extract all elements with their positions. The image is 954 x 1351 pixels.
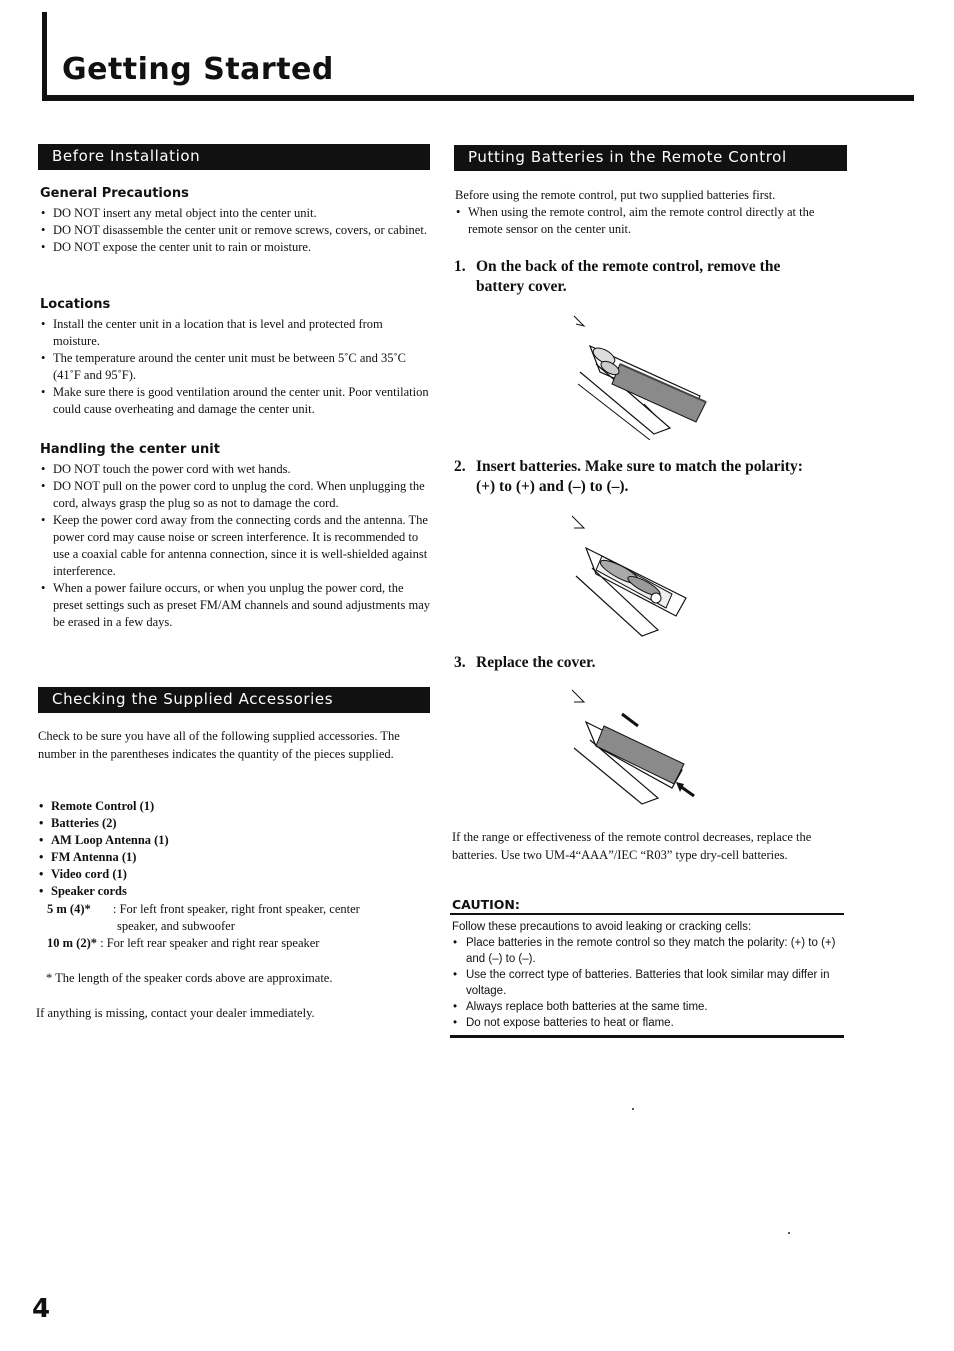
step-text-cont: (+) to (+) and (–) to (–). [476, 478, 629, 495]
general-precautions-list [40, 205, 432, 256]
list-item: • DO NOT touch the power cord with wet hands. [40, 461, 432, 478]
step-text-cont: battery cover. [476, 278, 567, 295]
missing-note: If anything is missing, contact your dealer immediately. [36, 1006, 315, 1020]
list-item: • When using the remote control, aim the remote control directly at the remote sensor on the center unit. [455, 204, 850, 238]
remote-battery-cover-replace-icon [562, 686, 702, 808]
speaker-cord-row [47, 901, 437, 918]
list-item: • DO NOT insert any metal object into the center unit. [40, 205, 432, 222]
caution-title: CAUTION: [452, 897, 520, 912]
list-item: • Place batteries in the remote control so they match the polarity: (+) to (+) and (–) to (–). [452, 935, 844, 967]
locations-title: Locations [40, 297, 111, 312]
scan-speck [788, 1232, 790, 1234]
scan-speck [632, 1108, 634, 1110]
caution-bottom-rule [450, 1035, 844, 1038]
remote-battery-cover-removal-icon [560, 312, 710, 440]
speaker-cord-length: 5 m (4)* [47, 902, 91, 916]
caution-top-rule [450, 913, 844, 915]
remote-battery-insertion-icon [562, 512, 692, 642]
list-item: • Use the correct type of batteries. Batteries that look similar may differ in voltage. [452, 967, 844, 999]
handling-list [40, 461, 432, 631]
locations-section [40, 297, 432, 418]
speaker-cord-desc-cont: speaker, and subwoofer [117, 919, 235, 933]
list-item: • The temperature around the center unit must be between 5˚C and 35˚C (41˚F and 95˚F). [40, 350, 432, 384]
accessories-list [38, 798, 430, 900]
list-item: • DO NOT expose the center unit to rain or moisture. [40, 239, 432, 256]
step-text: Replace the cover. [476, 654, 596, 671]
accessories-heading: Checking the Supplied Accessories [38, 687, 430, 713]
list-item: • Always replace both batteries at the same time. [452, 999, 844, 1015]
list-item: • Remote Control (1) [38, 798, 430, 815]
speaker-cord-desc: : For left front speaker, right front speaker, center [113, 902, 360, 916]
page-title: Getting Started [62, 52, 334, 87]
list-item: • DO NOT disassemble the center unit or remove screws, covers, or cabinet. [40, 222, 432, 239]
list-item: • Keep the power cord away from the connecting cords and the antenna. The power cord may cause noise or screen interference. It is recommended to use a coaxial cable for antenna connection, since it is well-shielded against interference. [40, 512, 432, 580]
accessories-intro: Check to be sure you have all of the following supplied accessories. The number in the parentheses indicates the quantity of the pieces supplied. [38, 729, 400, 761]
caution-intro: Follow these precautions to avoid leaking or cracking cells: [452, 921, 752, 933]
step-text: On the back of the remote control, remove the [476, 258, 781, 275]
handling-title: Handling the center unit [40, 442, 220, 457]
step-number: 1. [454, 258, 466, 275]
speaker-cord-desc: : For left rear speaker and right rear speaker [100, 936, 320, 950]
step-text: Insert batteries. Make sure to match the polarity: [476, 458, 803, 475]
list-item: • When a power failure occurs, or when you unplug the power cord, the preset settings such as preset FM/AM channels and sound adjustments may be erased in a few days. [40, 580, 432, 631]
speaker-cord-row [47, 935, 437, 952]
range-note: If the range or effectiveness of the remote control decreases, replace the batteries. Use two UM-4“AAA”/IEC “R03” type dry-cell batteries. [452, 830, 812, 862]
list-item: • Make sure there is good ventilation around the center unit. Poor ventilation could cause overheating and damage the center unit. [40, 384, 432, 418]
page-number: 4 [32, 1294, 51, 1324]
locations-list [40, 316, 432, 418]
speaker-cord-length: 10 m (2)* [47, 936, 97, 950]
list-item: • AM Loop Antenna (1) [38, 832, 430, 849]
caution-list [452, 935, 844, 1031]
list-item: • Do not expose batteries to heat or flame. [452, 1015, 844, 1031]
batteries-bullets [455, 204, 850, 238]
list-item: • Install the center unit in a location that is level and protected from moisture. [40, 316, 432, 350]
list-item: • DO NOT pull on the power cord to unplug the cord. When unplugging the cord, always grasp the plug so as not to damage the cord. [40, 478, 432, 512]
title-accent-bar [42, 12, 47, 100]
list-item: • FM Antenna (1) [38, 849, 430, 866]
step-3 [454, 653, 854, 673]
list-item: • Speaker cords [38, 883, 430, 900]
step-number: 2. [454, 458, 466, 475]
step-number: 3. [454, 654, 466, 671]
step-2 [454, 457, 854, 497]
handling-section [40, 442, 432, 631]
list-item: • Batteries (2) [38, 815, 430, 832]
before-installation-heading: Before Installation [38, 144, 430, 170]
speaker-cord-footnote: * The length of the speaker cords above are approximate. [46, 971, 333, 985]
step-1 [454, 257, 854, 297]
title-rule [42, 95, 914, 101]
list-item: • Video cord (1) [38, 866, 430, 883]
general-precautions-section [40, 186, 432, 256]
batteries-heading: Putting Batteries in the Remote Control [454, 145, 847, 171]
general-precautions-title: General Precautions [40, 186, 189, 201]
batteries-intro: Before using the remote control, put two supplied batteries first. [455, 188, 776, 202]
